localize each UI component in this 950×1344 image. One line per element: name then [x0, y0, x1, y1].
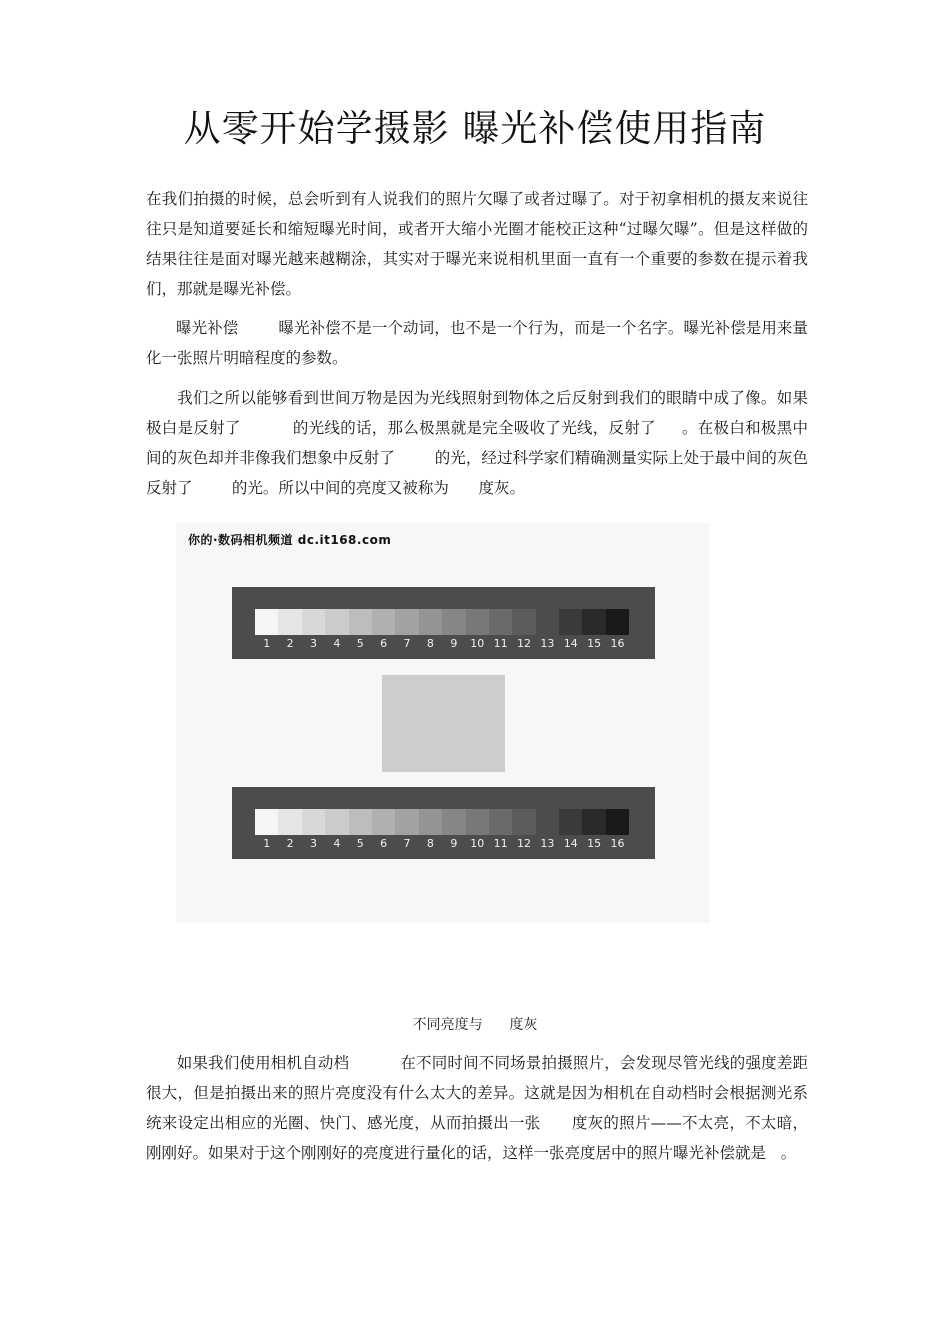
gray-swatch-bottom-7: [395, 809, 418, 835]
gray-swatch-top-11: [489, 609, 512, 635]
gray-swatch-top-2: [278, 609, 301, 635]
gray-swatch-top-10: [466, 609, 489, 635]
scale-number-bottom-8: 8: [426, 837, 434, 850]
scale-number-top-12: 12: [516, 637, 531, 650]
gray-swatch-bottom-14: [559, 809, 582, 835]
scale-number-top-15: 15: [587, 637, 602, 650]
scale-number-top-1: 1: [263, 637, 271, 650]
scale-number-bottom-11: 11: [493, 837, 508, 850]
gray-swatch-top-6: [372, 609, 395, 635]
gray-swatch-bottom-3: [302, 809, 325, 835]
gray-scale-figure: [176, 523, 710, 923]
gray-swatch-top-13: [536, 609, 559, 635]
gray-swatch-bottom-10: [466, 809, 489, 835]
scale-number-bottom-14: 14: [563, 837, 578, 850]
gray-swatch-top-16: [606, 609, 629, 635]
scale-number-bottom-1: 1: [263, 837, 271, 850]
scale-number-top-2: 2: [286, 637, 294, 650]
gray-swatch-top-12: [512, 609, 535, 635]
scale-number-top-11: 11: [493, 637, 508, 650]
gray-scale-strip-bottom: [232, 787, 655, 859]
gray-swatch-top-3: [302, 609, 325, 635]
gray-swatch-bottom-4: [325, 809, 348, 835]
scale-number-top-14: 14: [563, 637, 578, 650]
scale-number-top-8: 8: [426, 637, 434, 650]
gray-swatch-bottom-12: [512, 809, 535, 835]
scale-number-top-10: 10: [470, 637, 485, 650]
gray-swatch-bottom-16: [606, 809, 629, 835]
middle-gray-square: [382, 675, 505, 772]
scale-number-top-7: 7: [403, 637, 411, 650]
gray-swatch-top-9: [442, 609, 465, 635]
gray-swatch-top-8: [419, 609, 442, 635]
gray-swatch-top-5: [349, 609, 372, 635]
scale-numbers-top: [255, 637, 629, 650]
scale-number-bottom-9: 9: [450, 837, 458, 850]
scale-number-top-9: 9: [450, 637, 458, 650]
scale-number-top-16: 16: [610, 637, 625, 650]
gray-swatch-bottom-1: [255, 809, 278, 835]
scale-number-bottom-4: 4: [333, 837, 341, 850]
paragraph-definition: 曝光补偿 曝光补偿不是一个动词，也不是一个行为，而是一个名字。曝光补偿是用来量化一张照片明暗程度的参数。: [146, 319, 809, 367]
page-title: 从零开始学摄影 曝光补偿使用指南: [183, 107, 767, 150]
figure-caption: 不同亮度与 度灰: [412, 1017, 538, 1033]
scale-number-top-13: 13: [540, 637, 555, 650]
scale-number-top-5: 5: [356, 637, 364, 650]
paragraph-intro: 在我们拍摄的时候，总会听到有人说我们的照片欠曝了或者过曝了。对于初拿相机的摄友来说往往只是知道要延长和缩短曝光时间，或者开大缩小光圈才能校正这种“过曝欠曝”。但是这样做的结果往往是面对曝光越来越糊涂，其实对于曝光来说相机里面一直有一个重要的参数在提示着我们，那就是曝光补偿。: [146, 190, 808, 298]
paragraph-auto-mode: 如果我们使用相机自动档 在不同时间不同场景拍摄照片，会发现尽管光线的强度差距很大，但是拍摄出来的照片亮度没有什么太大的差异。这就是因为相机在自动档时会根据测光系统来设定出相应的光圈、快门、感光度，从而拍摄出一张 度灰的照片——不太亮，不太暗，刚刚好。如果对于这个刚刚好的亮度进行量化的话，这样一张亮度居中的照片曝光补偿就是 。: [146, 1054, 809, 1162]
scale-number-bottom-15: 15: [587, 837, 602, 850]
scale-number-top-6: 6: [380, 637, 388, 650]
paragraph-reflection: 我们之所以能够看到世间万物是因为光线照射到物体之后反射到我们的眼睛中成了像。如果极白是反射了 的光线的话，那么极黑就是完全吸收了光线，反射了 。在极白和极黑中间的灰色却并非像我们想象中反射了 的光，经过科学家们精确测量实际上处于最中间的灰色反射了 的光。所以中间的亮度又被称为 度灰。: [146, 389, 808, 497]
scale-number-top-3: 3: [309, 637, 317, 650]
scale-number-bottom-3: 3: [309, 837, 317, 850]
scale-number-bottom-16: 16: [610, 837, 625, 850]
scale-number-bottom-2: 2: [286, 837, 294, 850]
swatch-row-bottom: [255, 809, 629, 835]
gray-swatch-bottom-11: [489, 809, 512, 835]
gray-swatch-bottom-5: [349, 809, 372, 835]
gray-swatch-bottom-15: [582, 809, 605, 835]
scale-number-bottom-7: 7: [403, 837, 411, 850]
figure-watermark: 你的·数码相机频道 dc.it168.com: [188, 533, 392, 547]
gray-swatch-top-7: [395, 609, 418, 635]
gray-scale-strip-top: [232, 587, 655, 659]
scale-number-bottom-5: 5: [356, 837, 364, 850]
gray-swatch-top-14: [559, 609, 582, 635]
scale-number-bottom-12: 12: [516, 837, 531, 850]
gray-swatch-bottom-13: [536, 809, 559, 835]
swatch-row-top: [255, 609, 629, 635]
scale-numbers-bottom: [255, 837, 629, 850]
gray-swatch-top-4: [325, 609, 348, 635]
gray-swatch-bottom-9: [442, 809, 465, 835]
gray-swatch-top-15: [582, 609, 605, 635]
gray-swatch-bottom-6: [372, 809, 395, 835]
scale-number-bottom-10: 10: [470, 837, 485, 850]
gray-swatch-top-1: [255, 609, 278, 635]
scale-number-bottom-6: 6: [380, 837, 388, 850]
gray-swatch-bottom-2: [278, 809, 301, 835]
gray-swatch-bottom-8: [419, 809, 442, 835]
scale-number-bottom-13: 13: [540, 837, 555, 850]
scale-number-top-4: 4: [333, 637, 341, 650]
